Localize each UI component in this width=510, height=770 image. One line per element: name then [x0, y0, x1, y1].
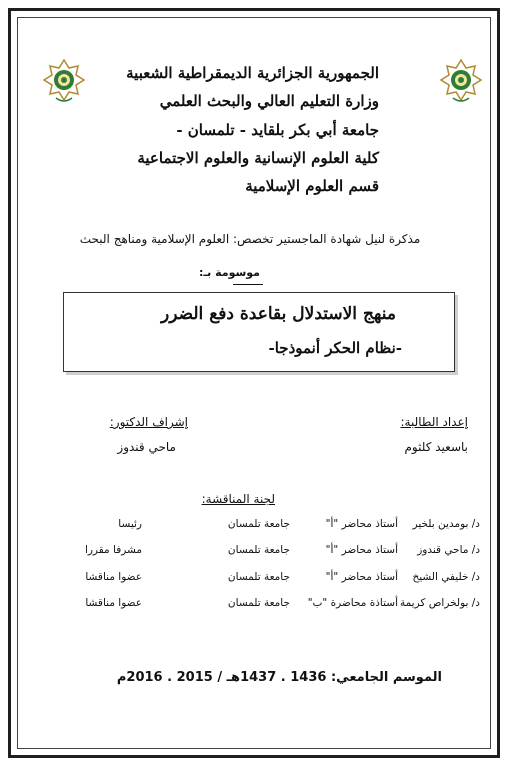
ministry-line: وزارة التعليم العالي والبحث العلمي [159, 92, 379, 110]
member-university: جامعة تلمسان [227, 597, 290, 609]
member-university: جامعة تلمسان [227, 571, 290, 583]
member-university: جامعة تلمسان [227, 518, 290, 530]
university-line: جامعة أبي بكر بلقايد - تلمسان - [176, 121, 379, 139]
thesis-title: منهج الاستدلال بقاعدة دفع الضرر [161, 304, 396, 324]
preparation-label: إعداد الطالبة: [400, 415, 468, 429]
supervisor-name: ماحي قندوز [117, 440, 176, 454]
committee-row [40, 571, 490, 589]
member-name: د/ خليفي الشيخ [412, 571, 480, 583]
title-box [63, 292, 455, 372]
department-line: قسم العلوم الإسلامية [245, 177, 379, 195]
member-name: د/ بولخراص كريمة [399, 597, 480, 609]
committee-row [40, 544, 490, 562]
member-rank: أستاذة محاضرة "ب" [307, 597, 398, 609]
member-role: عضوا مناقشا [85, 597, 142, 609]
republic-line: الجمهورية الجزائرية الديمقراطية الشعبية [126, 64, 379, 82]
tagline: موسومة بـ: [198, 266, 260, 279]
member-rank: أستاذ محاضر "أ" [325, 571, 398, 583]
member-role: مشرفا مقررا [84, 544, 142, 556]
member-name: د/ بومدين بلخير [412, 518, 480, 530]
committee-row [40, 597, 490, 615]
faculty-line: كلية العلوم الإنسانية والعلوم الاجتماعية [137, 149, 379, 167]
member-university: جامعة تلمسان [227, 544, 290, 556]
thesis-subtitle: -نظام الحكر أنموذجا- [268, 339, 402, 357]
university-emblem-icon [439, 58, 483, 104]
member-rank: أستاذ محاضر "أ" [325, 544, 398, 556]
member-role: رئيسا [118, 518, 142, 530]
member-name: د/ ماحي قندوز [417, 544, 480, 556]
memo-line: مذكرة لنيل شهادة الماجستير تخصص: العلوم الإسلامية ومناهج البحث [79, 232, 421, 246]
committee-row [40, 518, 490, 536]
committee-label: لجنة المناقشة: [201, 492, 275, 506]
university-emblem-icon [42, 58, 86, 104]
academic-year: الموسم الجامعي: 1436 . 1437هـ / 2015 . 2016م [116, 670, 442, 685]
student-name: باسعيد كلثوم [404, 440, 468, 454]
tagline-underline [233, 284, 263, 285]
member-rank: أستاذ محاضر "أ" [325, 518, 398, 530]
supervisor-label: إشراف الدكتور: [109, 415, 188, 429]
member-role: عضوا مناقشا [85, 571, 142, 583]
